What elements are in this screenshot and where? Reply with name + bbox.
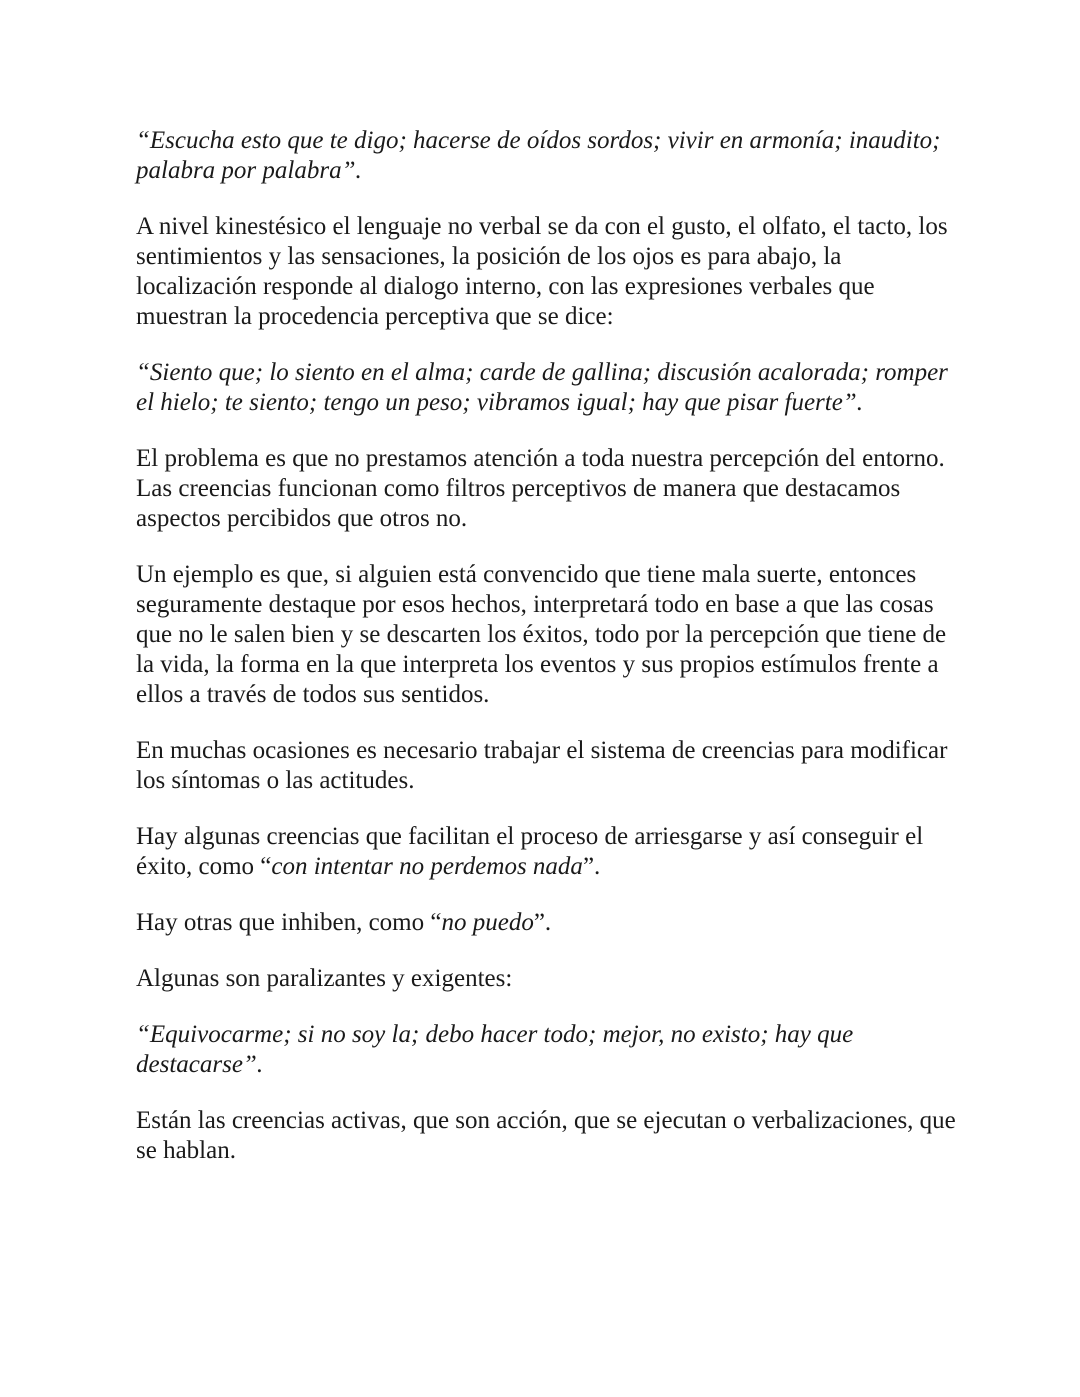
text-segment: ”. [582,853,601,880]
text-segment: Hay otras que inhiben, como “ [136,909,442,936]
body-paragraph-example: Un ejemplo es que, si alguien está convencido que tiene mala suerte, entonces seguramente destaque por esos hechos, interpretará todo en base a que las cosas que no le salen bien y se descarten los éxitos, todo por la percepción que tiene de la vida, la forma en la que interpreta los eventos y sus propios estímulos frente a ellos a través de todos sus sentidos. [136,561,947,708]
document-page [136,126,956,1192]
body-paragraph-problem: El problema es que no prestamos atención a toda nuestra percepción del entorno. Las creencias funcionan como filtros perceptivos de manera que destacamos aspectos percibidos que otros no. [136,445,945,532]
quote-paragraph-paralyzing: “Equivocarme; si no soy la; debo hacer todo; mejor, no existo; hay que destacarse”. [136,1021,854,1078]
body-paragraph-inhibiting-beliefs [136,908,956,938]
quote-paragraph-auditory: “Escucha esto que te digo; hacerse de oídos sordos; vivir en armonía; inaudito; palabra por palabra”. [136,127,941,184]
body-paragraph-paralyzing-beliefs: Algunas son paralizantes y exigentes: [136,965,513,992]
body-paragraph-kinesthetic: A nivel kinestésico el lenguaje no verbal se da con el gusto, el olfato, el tacto, los sentimientos y las sensaciones, la posición de los ojos es para abajo, la localización responde al dialogo interno, con las expresiones verbales que muestran la procedencia perceptiva que se dice: [136,213,948,330]
body-paragraph-beliefs-system: En muchas ocasiones es necesario trabajar el sistema de creencias para modificar los síntomas o las actitudes. [136,737,948,794]
body-paragraph-active-beliefs: Están las creencias activas, que son acción, que se ejecutan o verbalizaciones, que se hablan. [136,1107,956,1164]
italic-segment: con intentar no perdemos nada [271,853,583,880]
quote-paragraph-kinesthetic: “Siento que; lo siento en el alma; carde de gallina; discusión acalorada; romper el hielo; te siento; tengo un peso; vibramos igual; hay que pisar fuerte”. [136,359,948,416]
text-segment: Hay algunas creencias que facilitan el proceso de arriesgarse y así conseguir el éxito, como “ [136,823,924,880]
body-paragraph-facilitating-beliefs [136,822,956,882]
italic-segment: no puedo [441,909,534,936]
text-segment: ”. [533,909,552,936]
